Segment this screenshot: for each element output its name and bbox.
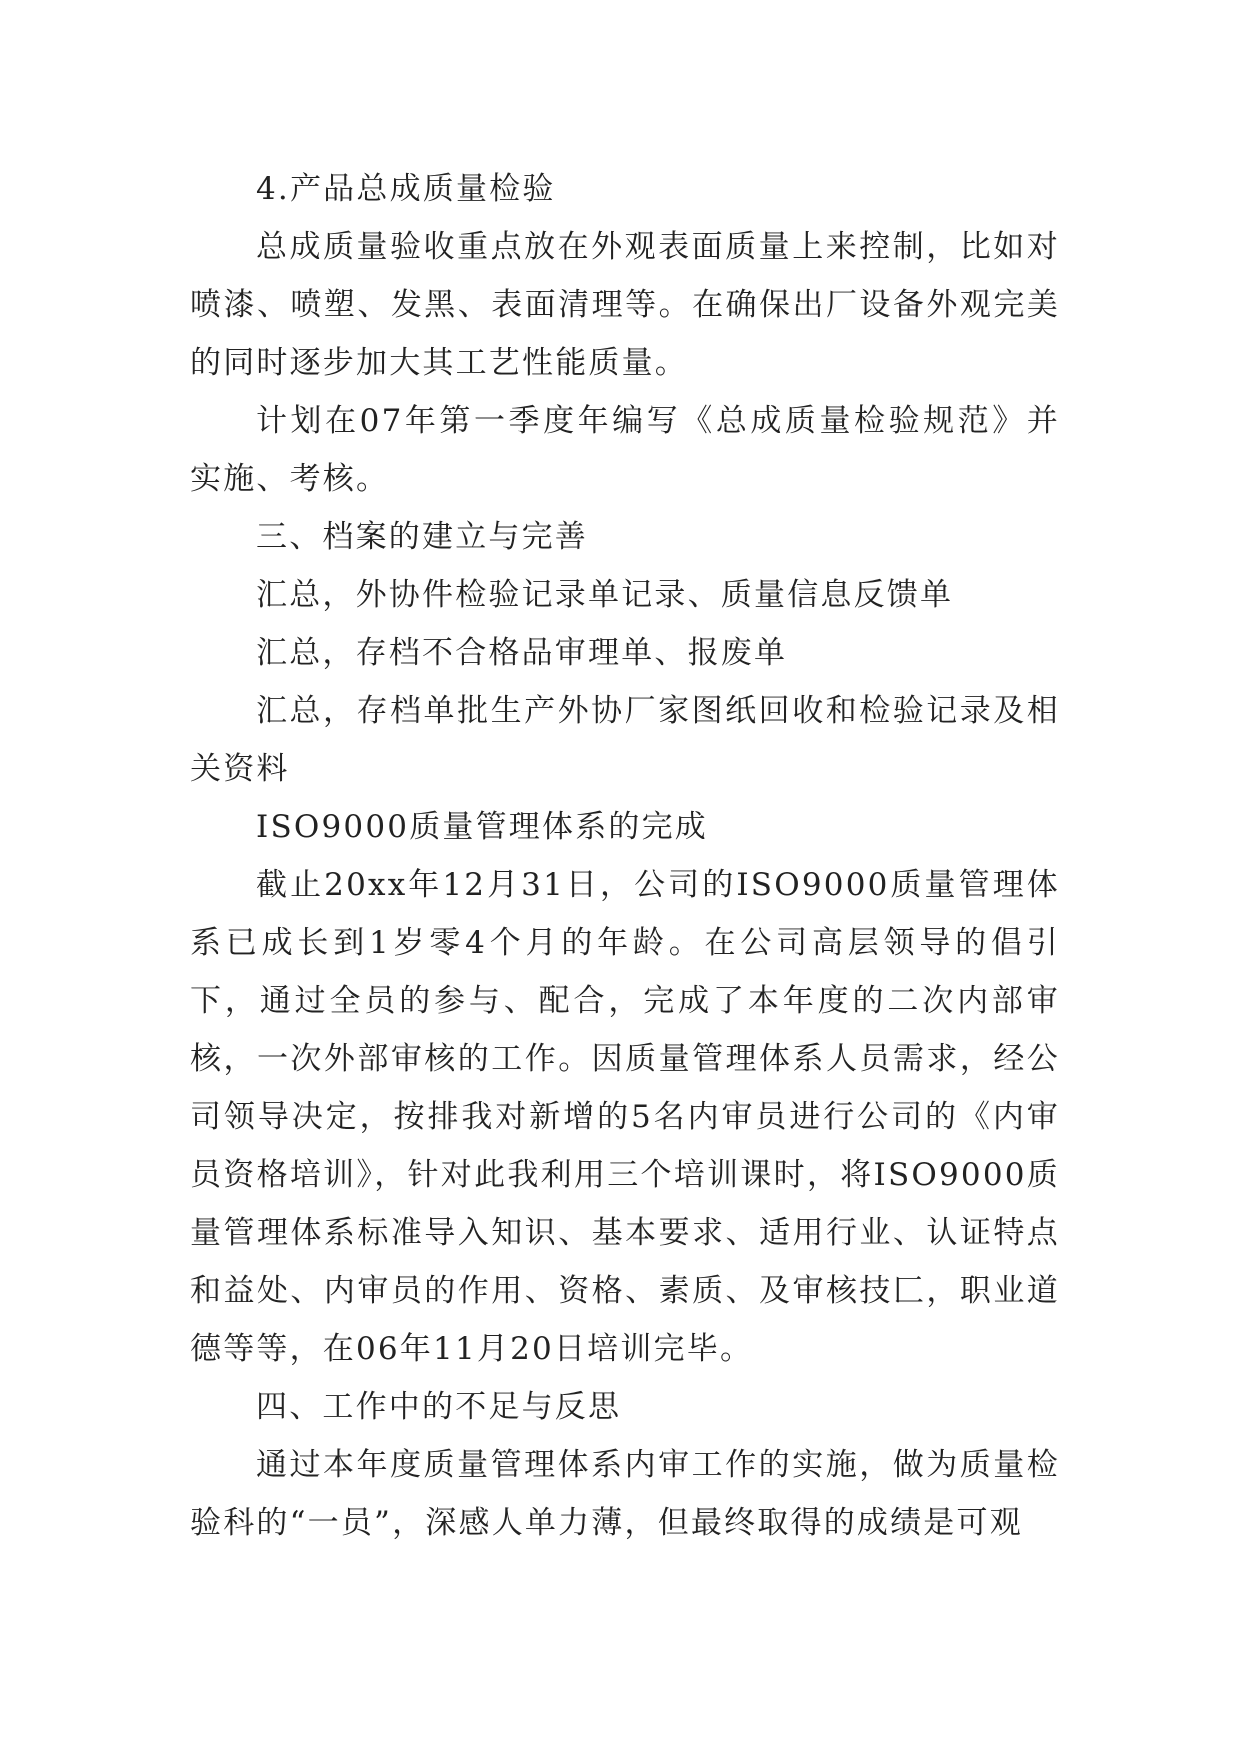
paragraph-iso9000: 截止20xx年12月31日，公司的ISO9000质量管理体系已成长到1岁零4个月的年龄。在公司高层领导的倡引下，通过全员的参与、配合，完成了本年度的二次内部审核，一次外部审核的工作。因质量管理体系人员需求，经公司领导决定，按排我对新增的5名内审员进行公司的《内审员资格培训》，针对此我利用三个培训课时，将ISO9000质量管理体系标准导入知识、基本要求、适用行业、认证特点和益处、内审员的作用、资格、素质、及审核技匚，职业道德等等，在06年11月20日培训完毕。	[190, 867, 1060, 1367]
section-heading-archives: 三、档案的建立与完善	[256, 519, 588, 555]
paragraph-assembly-quality: 总成质量验收重点放在外观表面质量上来控制，比如对喷漆、喷塑、发黑、表面清理等。在确保出厂设备外观完美的同时逐步加大其工艺性能质量。	[190, 229, 1060, 381]
paragraph-reflection: 通过本年度质量管理体系内审工作的实施，做为质量检验科的“一员”，深感人单力薄，但最终取得的成绩是可观	[190, 1447, 1060, 1541]
paragraph-summary-1: 汇总，外协件检验记录单记录、质量信息反馈单	[256, 577, 954, 613]
section-heading-assembly-inspection: 4.产品总成质量检验	[256, 171, 556, 207]
document-body	[190, 160, 1060, 1552]
paragraph-summary-3: 汇总，存档单批生产外协厂家图纸回收和检验记录及相关资料	[190, 693, 1060, 787]
section-heading-iso9000: ISO9000质量管理体系的完成	[256, 809, 708, 845]
paragraph-summary-2: 汇总，存档不合格品审理单、报废单	[256, 635, 788, 671]
paragraph-plan: 计划在07年第一季度年编写《总成质量检验规范》并实施、考核。	[190, 403, 1060, 497]
section-heading-shortcomings: 四、工作中的不足与反思	[256, 1389, 622, 1425]
